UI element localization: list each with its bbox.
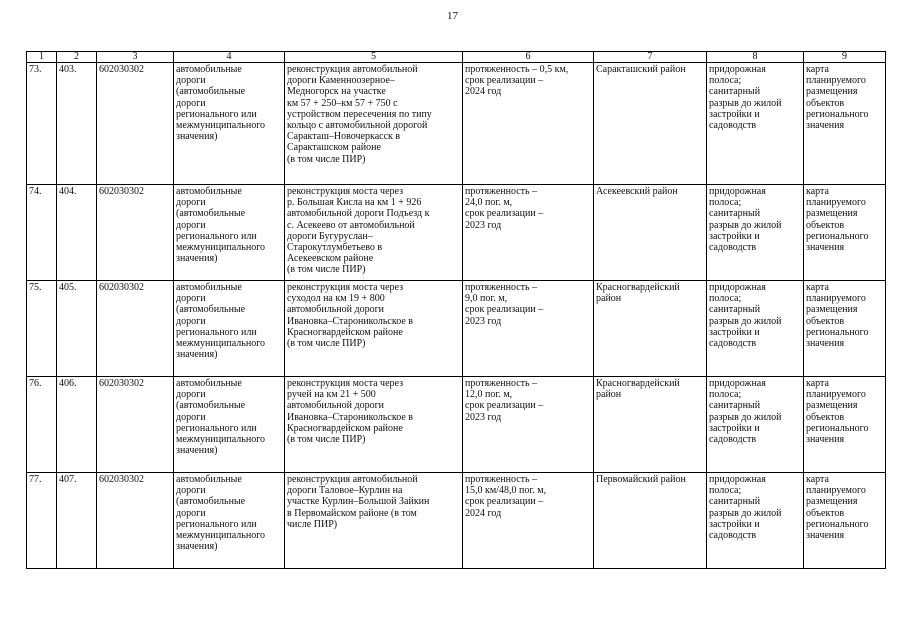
table-row xyxy=(27,473,886,569)
table-row xyxy=(27,377,886,473)
table-row xyxy=(27,281,886,377)
object-code-cell: 602030302 xyxy=(97,185,174,281)
map-cell: карта планируемого размещения объектов регионального значения xyxy=(804,377,886,473)
parameters-cell: протяженность – 15,0 км/48,0 пог. м, срок реализации – 2024 год xyxy=(463,473,594,569)
object-code-cell: 602030302 xyxy=(97,377,174,473)
description-cell: реконструкция автомобильной дороги Таловое–Курлин на участке Курлин–Большой Зайкин в Первомайском районе (в том числе ПИР) xyxy=(285,473,463,569)
column-header: 1 xyxy=(27,52,57,63)
table-header-row xyxy=(27,52,886,63)
district-cell: Красногвардейский район xyxy=(594,281,707,377)
object-type-cell: автомобильные дороги (автомобильные дороги регионального или межмуниципального значения) xyxy=(174,63,285,185)
description-cell: реконструкция моста через ручей на км 21 + 500 автомобильной дороги Ивановка–Староникольское в Красногвардейском районе (в том числе ПИР) xyxy=(285,377,463,473)
object-id-cell: 405. xyxy=(57,281,97,377)
parameters-cell: протяженность – 0,5 км, срок реализации – 2024 год xyxy=(463,63,594,185)
object-id-cell: 407. xyxy=(57,473,97,569)
column-header: 6 xyxy=(463,52,594,63)
parameters-cell: протяженность – 12,0 пог. м, срок реализации – 2023 год xyxy=(463,377,594,473)
object-code-cell: 602030302 xyxy=(97,473,174,569)
table-row xyxy=(27,185,886,281)
column-header: 4 xyxy=(174,52,285,63)
object-id-cell: 406. xyxy=(57,377,97,473)
column-header: 3 xyxy=(97,52,174,63)
object-code-cell: 602030302 xyxy=(97,281,174,377)
object-type-cell: автомобильные дороги (автомобильные дороги регионального или межмуниципального значения) xyxy=(174,185,285,281)
object-id-cell: 404. xyxy=(57,185,97,281)
column-header: 2 xyxy=(57,52,97,63)
description-cell: реконструкция автомобильной дороги Каменноозерное– Медногорск на участке км 57 + 250–км 57 + 750 с устройством пересечения по типу кольцо с автомобильной дорогой Саракташ–Новочеркасск в Саракташском районе (в том числе ПИР) xyxy=(285,63,463,185)
zone-cell: придорожная полоса; санитарный разрыв до жилой застройки и садоводств xyxy=(707,63,804,185)
description-cell: реконструкция моста через суходол на км 19 + 800 автомобильной дороги Ивановка–Староникольское в Красногвардейском районе (в том числе ПИР) xyxy=(285,281,463,377)
page-number: 17 xyxy=(447,10,458,22)
column-header: 8 xyxy=(707,52,804,63)
row-number-cell: 74. xyxy=(27,185,57,281)
column-header: 7 xyxy=(594,52,707,63)
row-number-cell: 75. xyxy=(27,281,57,377)
object-code-cell: 602030302 xyxy=(97,63,174,185)
description-cell: реконструкция моста через р. Большая Кисла на км 1 + 926 автомобильной дороги Подъезд к с. Асекеево от автомобильной дороги Бугуруслан– Старокутлумбетьево в Асекеевском районе (в том числе ПИР) xyxy=(285,185,463,281)
district-cell: Первомайский район xyxy=(594,473,707,569)
map-cell: карта планируемого размещения объектов регионального значения xyxy=(804,63,886,185)
district-cell: Асекеевский район xyxy=(594,185,707,281)
zone-cell: придорожная полоса; санитарный разрыв до жилой застройки и садоводств xyxy=(707,377,804,473)
object-type-cell: автомобильные дороги (автомобильные дороги регионального или межмуниципального значения) xyxy=(174,473,285,569)
map-cell: карта планируемого размещения объектов регионального значения xyxy=(804,185,886,281)
zone-cell: придорожная полоса; санитарный разрыв до жилой застройки и садоводств xyxy=(707,473,804,569)
district-cell: Саракташский район xyxy=(594,63,707,185)
zone-cell: придорожная полоса; санитарный разрыв до жилой застройки и садоводств xyxy=(707,185,804,281)
map-cell: карта планируемого размещения объектов регионального значения xyxy=(804,281,886,377)
row-number-cell: 77. xyxy=(27,473,57,569)
row-number-cell: 73. xyxy=(27,63,57,185)
object-id-cell: 403. xyxy=(57,63,97,185)
zone-cell: придорожная полоса; санитарный разрыв до жилой застройки и садоводств xyxy=(707,281,804,377)
object-type-cell: автомобильные дороги (автомобильные дороги регионального или межмуниципального значения) xyxy=(174,281,285,377)
parameters-cell: протяженность – 24,0 пог. м, срок реализации – 2023 год xyxy=(463,185,594,281)
object-type-cell: автомобильные дороги (автомобильные дороги регионального или межмуниципального значения) xyxy=(174,377,285,473)
parameters-cell: протяженность – 9,0 пог. м, срок реализации – 2023 год xyxy=(463,281,594,377)
district-cell: Красногвардейский район xyxy=(594,377,707,473)
row-number-cell: 76. xyxy=(27,377,57,473)
column-header: 9 xyxy=(804,52,886,63)
table-row xyxy=(27,63,886,185)
map-cell: карта планируемого размещения объектов регионального значения xyxy=(804,473,886,569)
objects-table xyxy=(26,51,886,569)
column-header: 5 xyxy=(285,52,463,63)
